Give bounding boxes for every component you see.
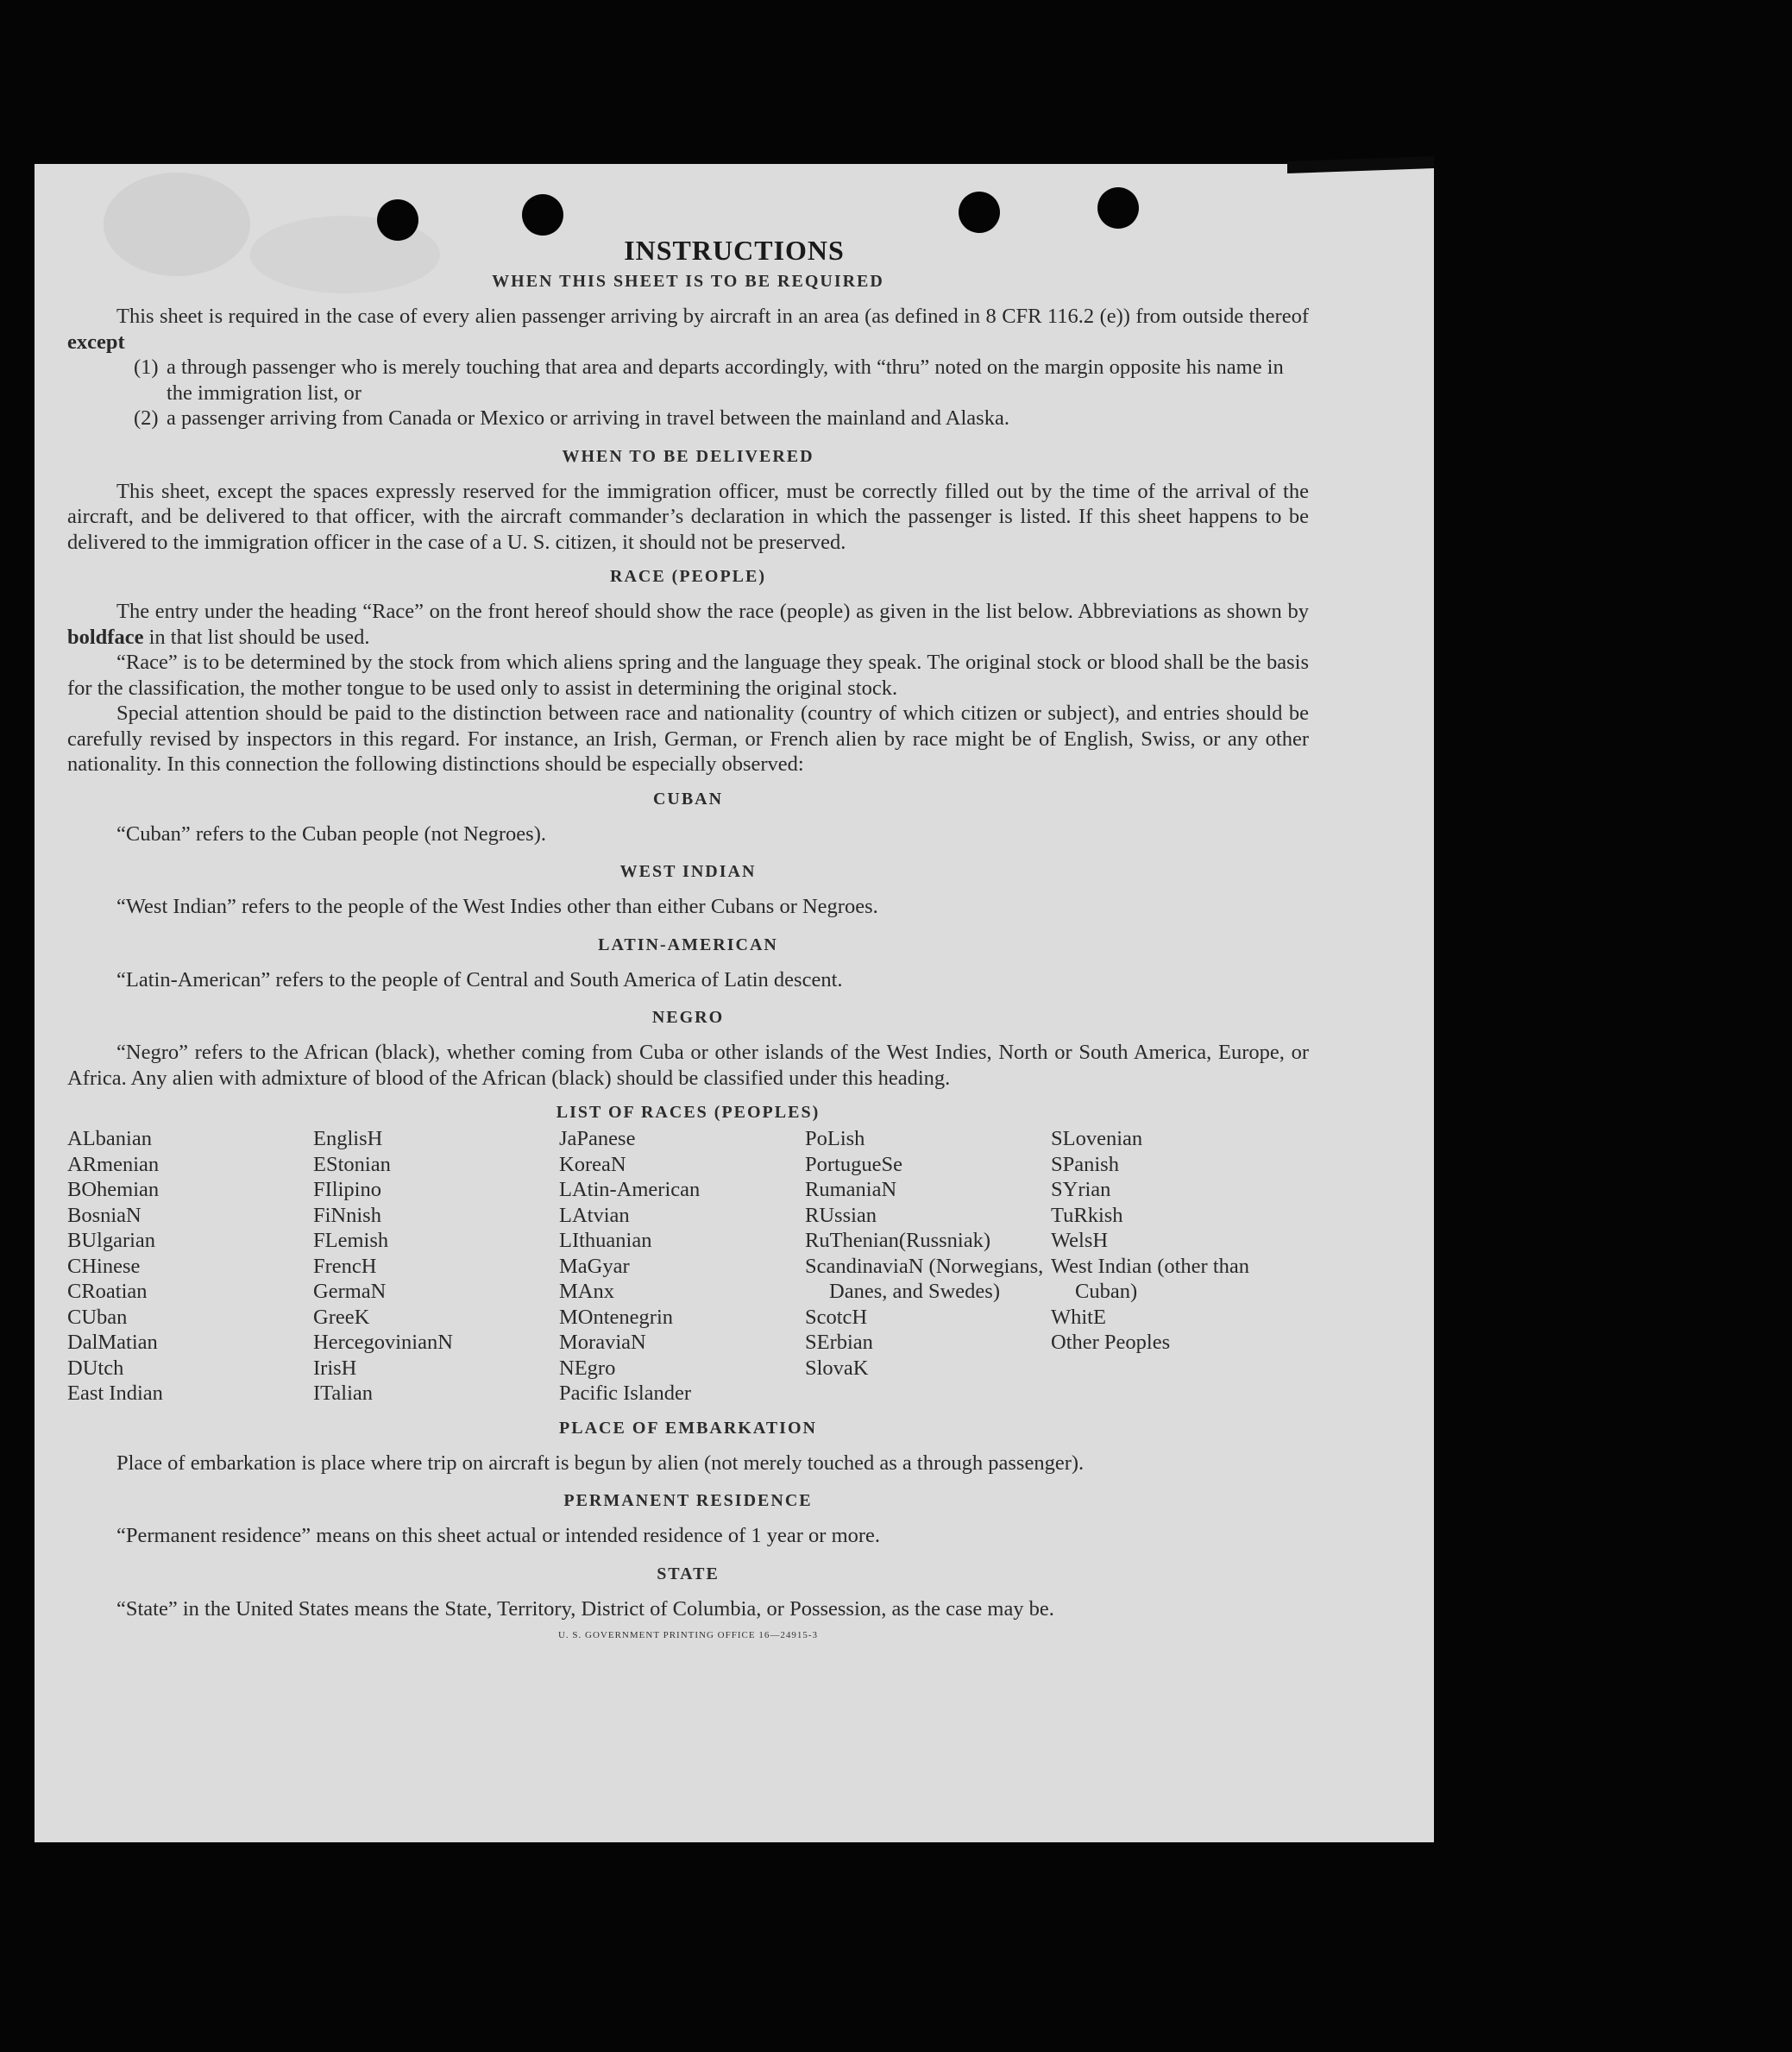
negro-text: “Negro” refers to the African (black), whether coming from Cuba or other islands of the West Indies, North or South America, Europe, or Africa. Any alien with admixture of blood of the African (black) should be classified under this heading. [67, 1041, 1309, 1090]
race-item: Pacific Islander [559, 1382, 692, 1405]
printer-imprint: U. S. GOVERNMENT PRINTING OFFICE 16—24915-3 [557, 1630, 818, 1640]
race-item: DalMatian [67, 1331, 158, 1354]
state-text: “State” in the United States means the State, Territory, District of Columbia, or Possession, as the case may be. [116, 1596, 1054, 1621]
heading-latin-american: LATIN-AMERICAN [598, 935, 778, 954]
race-item: GermaN [313, 1280, 387, 1303]
race-item: PoLish [805, 1127, 865, 1150]
race-item: FLemish [313, 1229, 389, 1252]
race-item: NEgro [559, 1356, 616, 1380]
race-item: RumaniaN [805, 1178, 897, 1201]
punch-hole [1097, 187, 1139, 229]
heading-delivered: WHEN TO BE DELIVERED [562, 446, 814, 466]
instruction-sheet [35, 164, 1434, 1842]
item-text: a passenger arriving from Canada or Mexico or arriving in travel between the mainland and Alaska. [167, 406, 1009, 430]
page-title: INSTRUCTIONS [624, 235, 845, 266]
race-item: Other Peoples [1051, 1331, 1171, 1354]
races-column-1 [67, 1126, 313, 1407]
races-column-3 [559, 1126, 805, 1407]
west-indian-text: “West Indian” refers to the people of the West Indies other than either Cubans or Negroes. [116, 895, 878, 918]
race-item: JaPanese [559, 1127, 636, 1150]
heading-west-indian: WEST INDIAN [619, 862, 757, 881]
required-item-1 [67, 355, 1309, 406]
races-column-2 [313, 1126, 559, 1407]
race-item: IrisH [313, 1356, 357, 1380]
race-item: FiNnish [313, 1203, 381, 1227]
race-p1-bold: boldface [67, 625, 144, 649]
races-column-5 [1051, 1126, 1310, 1407]
race-item: PortugueSe [805, 1152, 902, 1176]
required-item-2 [67, 406, 1309, 431]
heading-residence: PERMANENT RESIDENCE [563, 1491, 813, 1510]
race-item: LIthuanian [559, 1229, 652, 1252]
required-intro [67, 304, 1309, 355]
latin-american-text: “Latin-American” refers to the people of Central and South America of Latin descent. [116, 967, 843, 991]
races-column-4 [805, 1126, 1051, 1407]
punch-hole [522, 194, 563, 236]
race-item: SlovaK [805, 1356, 869, 1380]
delivered-text: This sheet, except the spaces expressly reserved for the immigration officer, must be correctly filled out by the time of the arrival of the aircraft, and be delivered to that officer, with the aircraft commander’s declaration in which the passenger is listed. If this sheet happens to be delivered to the immigration officer in the case of a U. S. citizen, it should not be preserved. [67, 479, 1309, 554]
race-item: ARmenian [67, 1152, 160, 1176]
race-item: ScotcH [805, 1305, 868, 1329]
race-item: LAtvian [559, 1203, 630, 1227]
race-item: BosniaN [67, 1203, 141, 1227]
item-text: a through passenger who is merely touching that area and departs accordingly, with “thru” noted on the margin opposite his name in the immigration list, or [167, 356, 1284, 405]
race-item: SYrian [1051, 1178, 1111, 1201]
race-item: HercegovinianN [313, 1331, 453, 1354]
heading-cuban: CUBAN [652, 789, 724, 809]
race-item: RUssian [805, 1203, 877, 1227]
required-intro-bold: except [67, 330, 125, 354]
race-item: DUtch [67, 1356, 124, 1380]
races-list [67, 1126, 1309, 1407]
race-item: MOntenegrin [559, 1305, 673, 1329]
heading-embarkation: PLACE OF EMBARKATION [559, 1418, 817, 1438]
race-item: MaGyar [559, 1254, 630, 1278]
race-item: CHinese [67, 1254, 141, 1278]
item-number: (1) [134, 356, 159, 379]
race-item: GreeK [313, 1305, 370, 1329]
race-item: LAtin-American [559, 1178, 701, 1201]
race-item: KoreaN [559, 1152, 626, 1176]
race-p1-text: The entry under the heading “Race” on the front hereof should show the race (people) as given in the list below. Abbreviations as shown by [116, 600, 1309, 623]
race-item: EStonian [313, 1152, 391, 1176]
race-item: CUban [67, 1305, 128, 1329]
cuban-text: “Cuban” refers to the Cuban people (not Negroes). [116, 821, 546, 846]
content [67, 272, 1309, 1640]
race-item: ITalian [313, 1382, 374, 1405]
heading-list-of-races: LIST OF RACES (PEOPLES) [556, 1103, 821, 1122]
race-item: ScandinaviaN (Norwegians, Danes, and Swedes) [805, 1254, 1044, 1303]
race-item: RuThenian(Russniak) [805, 1229, 991, 1252]
race-item: CRoatian [67, 1280, 148, 1303]
item-number: (2) [134, 406, 159, 430]
race-item: TuRkish [1051, 1203, 1123, 1227]
required-intro-text: This sheet is required in the case of every alien passenger arriving by aircraft in an area (as defined in 8 CFR 116.2 (e)) from outside thereof [116, 305, 1309, 328]
race-item: SLovenian [1051, 1127, 1143, 1150]
race-item: ALbanian [67, 1127, 152, 1150]
race-item: WelsH [1051, 1229, 1109, 1252]
heading-state: STATE [657, 1564, 720, 1583]
race-item: FIlipino [313, 1178, 381, 1201]
race-item: West Indian (other than Cuban) [1051, 1254, 1250, 1303]
race-p1-end: in that list should be used. [148, 625, 370, 649]
residence-text: “Permanent residence” means on this sheet actual or intended residence of 1 year or more. [116, 1524, 881, 1547]
heading-negro: NEGRO [651, 1008, 725, 1027]
race-item: EnglisH [313, 1127, 383, 1150]
punch-hole [959, 192, 1000, 233]
race-item: BOhemian [67, 1178, 160, 1201]
race-item: SErbian [805, 1331, 873, 1354]
race-item: East Indian [67, 1382, 163, 1405]
race-item: FrencH [313, 1254, 377, 1278]
heading-required: WHEN THIS SHEET IS TO BE REQUIRED [492, 272, 884, 291]
race-item: MoraviaN [559, 1331, 646, 1354]
race-item: MAnx [559, 1280, 614, 1303]
race-paragraph-1 [67, 599, 1309, 650]
race-paragraph-3: Special attention should be paid to the distinction between race and nationality (country of which citizen or subject), and entries should be carefully revised by inspectors in this regard. For instance, an Irish, German, or French alien by race might be of English, Swiss, or any other nationality. In this connection the following distinctions should be especially observed: [67, 702, 1309, 776]
race-item: SPanish [1051, 1152, 1119, 1176]
torn-edge [1287, 156, 1434, 173]
embarkation-text: Place of embarkation is place where trip on aircraft is begun by alien (not merely touched as a through passenger). [116, 1451, 1085, 1475]
race-item: BUlgarian [67, 1229, 156, 1252]
heading-race: RACE (PEOPLE) [610, 567, 766, 586]
race-paragraph-2: “Race” is to be determined by the stock from which aliens spring and the language they speak. The original stock or blood shall be the basis for the classification, the mother tongue to be used only to assist in determining the original stock. [67, 651, 1309, 700]
race-item: WhitE [1051, 1305, 1106, 1329]
